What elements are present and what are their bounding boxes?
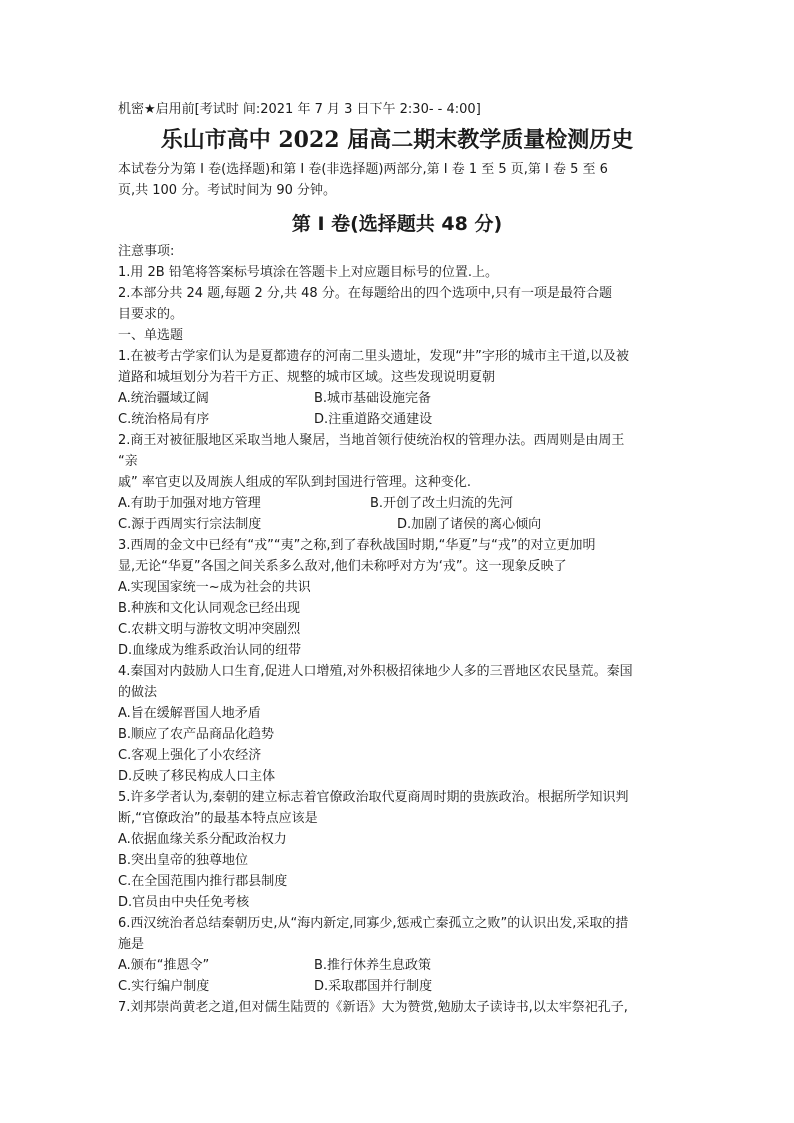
q2-option-b: B.开创了改土归流的先河	[370, 496, 514, 511]
note-2-line-1: 2.本部分共 24 题,每题 2 分,共 48 分。在每题给出的四个选项中,只有一项是最符合题	[118, 286, 612, 301]
q2-stem-2: “亲	[118, 454, 138, 469]
q2-option-a: A.有助于加强对地方管理	[118, 496, 261, 511]
q5-option-d: D.官员由中央任免考核	[118, 895, 250, 910]
page-title: 乐山市高中 2022 届高二期末教学质量检测历史	[160, 127, 634, 153]
note-1: 1.用 2B 铅笔将答案标号填涂在答题卡上对应题目标号的位置.上。	[118, 265, 498, 280]
q5-option-c: C.在全国范围内推行郡县制度	[118, 874, 288, 889]
q6-option-d: D.采取郡国并行制度	[314, 979, 433, 994]
q4-stem-2: 的做法	[118, 685, 158, 700]
q2-option-d: D.加剧了诸侯的离心倾向	[397, 517, 542, 532]
q1-option-c: C.统治格局有序	[118, 412, 210, 427]
confidential-header: 机密★启用前[考试时 间:2021 年 7 月 3 日下午 2:30- - 4:00]	[118, 102, 481, 117]
q1-stem-1: 1.在被考古学家们认为是夏都遗存的河南二里头遗址，发现“井”字形的城市主干道,以及被	[118, 349, 630, 364]
q4-option-d: D.反映了移民构成人口主体	[118, 769, 276, 784]
part-heading: 一、单选题	[118, 328, 184, 343]
q4-option-c: C.客观上强化了小农经济	[118, 748, 262, 763]
q4-stem-1: 4.秦国对内鼓励人口生育,促进人口增殖,对外积极招徕地少人多的三晋地区农民垦荒。秦国	[118, 664, 633, 679]
q5-option-a: A.依据血缘关系分配政治权力	[118, 832, 287, 847]
intro-line-2: 页,共 100 分。考试时间为 90 分钟。	[118, 183, 337, 198]
q3-option-d: D.血缘成为维系政治认同的纽带	[118, 643, 302, 658]
q7-stem-1: 7.刘邦崇尚黄老之道,但对儒生陆贾的《新语》大为赞赏,勉励太子读诗书,以太牢祭祀孔子,	[118, 1000, 628, 1015]
q1-option-b: B.城市基础设施完备	[314, 391, 432, 406]
q3-option-a: A.实现国家统一~成为社会的共识	[118, 580, 311, 595]
q3-option-c: C.农耕文明与游牧文明冲突剧烈	[118, 622, 301, 637]
note-2-line-2: 目要求的。	[118, 307, 184, 322]
q3-option-b: B.种族和文化认同观念已经出现	[118, 601, 301, 616]
section-title: 第 I 卷(选择题共 48 分)	[291, 213, 503, 235]
q1-option-a: A.统治疆域辽阔	[118, 391, 209, 406]
q3-stem-1: 3.西周的金文中已经有“戎”“夷”之称,到了春秋战国时期,“华夏”与“戎”的对立更加明	[118, 538, 596, 553]
q3-stem-2: 显,无论“华夏”各国之间关系多么敌对,他们未称呼对方为‘戎”。这一现象反映了	[118, 559, 567, 574]
q5-option-b: B.突出皇帝的独尊地位	[118, 853, 249, 868]
notes-heading: 注意事项:	[118, 244, 175, 259]
q4-option-b: B.顺应了农产品商品化趋势	[118, 727, 275, 742]
q2-stem-3: 戚” 率官吏以及周族人组成的军队到封国进行管理。这种变化.	[118, 475, 471, 490]
q6-stem-1: 6.西汉统治者总结秦朝历史,从“海内新定,同寡少,惩戒亡秦孤立之败”的认识出发,采取的措	[118, 916, 629, 931]
q6-option-b: B.推行休养生息政策	[314, 958, 432, 973]
q4-option-a: A.旨在缓解晋国人地矛盾	[118, 706, 261, 721]
q5-stem-1: 5.许多学者认为,秦朝的建立标志着官僚政治取代夏商周时期的贵族政治。根据所学知识判	[118, 790, 629, 805]
q2-stem-1: 2.商王对被征服地区采取当地人聚居，当地首领行使统治权的管理办法。西周则是由周王	[118, 433, 625, 448]
q2-option-c: C.源于西周实行宗法制度	[118, 517, 262, 532]
q5-stem-2: 断,“官僚政治”的最基本特点应该是	[118, 811, 318, 826]
q6-option-a: A.颁布“推恩令”	[118, 958, 210, 973]
intro-line-1: 本试卷分为第 I 卷(选择题)和第 I 卷(非选择题)两部分,第 I 卷 1 至 5 页,第 I 卷 5 至 6	[118, 162, 608, 177]
q1-option-d: D.注重道路交通建设	[314, 412, 433, 427]
q6-option-c: C.实行编户制度	[118, 979, 210, 994]
q6-stem-2: 施是	[118, 937, 145, 952]
q1-stem-2: 道路和城垣划分为若干方正、规整的城市区域。这些发现说明夏朝	[118, 370, 496, 385]
